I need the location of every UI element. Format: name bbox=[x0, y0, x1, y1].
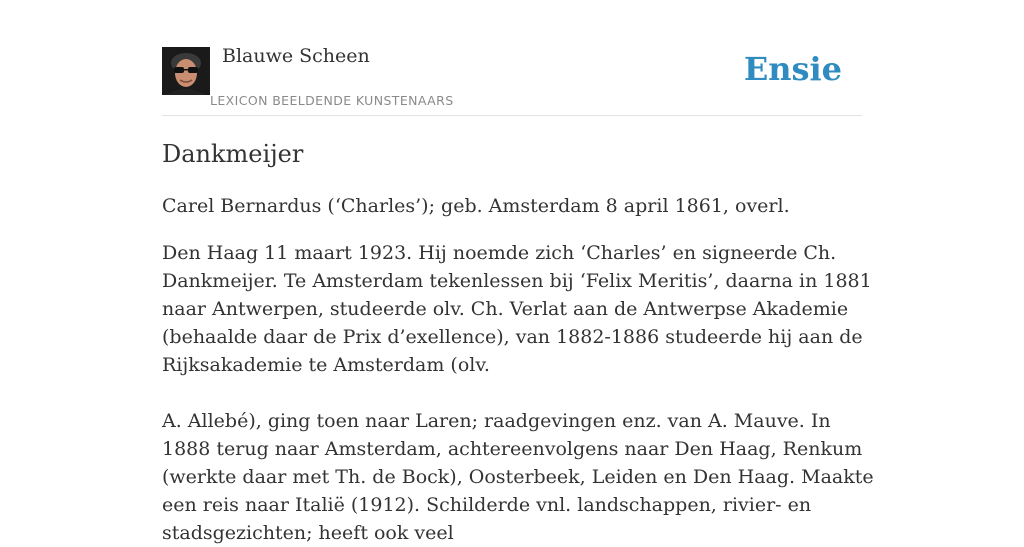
avatar-photo-icon bbox=[162, 47, 210, 95]
article-paragraph: Den Haag 11 maart 1923. Hij noemde zich ‘Charles’ en signeerde Ch. Dankmeijer. Te Amsterdam tekenlessen bij ‘Felix Meritis’, daarna in 1881 naar Antwerpen, studeerde olv. Ch. Verlat aan de Antwerpse Akademie (behaalde daar de Prix d’exellence), van 1882-1886 studeerde hij aan de Rijksakademie te Amsterdam (olv. bbox=[162, 242, 872, 376]
site-header bbox=[162, 0, 862, 116]
article-title: Dankmeijer bbox=[162, 140, 304, 168]
ensie-logo[interactable]: Ensie bbox=[743, 50, 842, 88]
article-paragraph: Carel Bernardus (‘Charles’); geb. Amsterdam 8 april 1861, overl. bbox=[162, 195, 790, 217]
author-avatar[interactable] bbox=[162, 47, 210, 95]
category-label[interactable]: LEXICON BEELDENDE KUNSTENAARS bbox=[210, 93, 454, 108]
article-paragraph: A. Allebé), ging toen naar Laren; raadgevingen enz. van A. Mauve. In 1888 terug naar Amsterdam, achtereenvolgens naar Den Haag, Renkum (werkte daar met Th. de Bock), Oosterbeek, Leiden en Den Haag. Maakte een reis naar Italië (1912). Schilderde vnl. landschappen, rivier- en stadsgezichten; heeft ook veel bbox=[162, 410, 874, 544]
author-name[interactable]: Blauwe Scheen bbox=[222, 45, 370, 67]
